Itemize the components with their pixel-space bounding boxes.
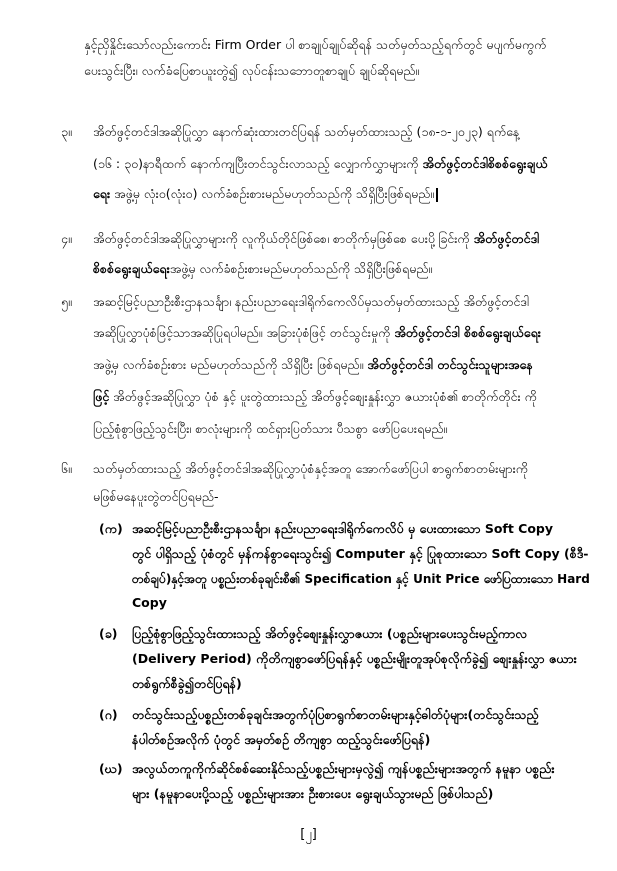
sub-item-kha-line-1: ပြည့်စုံစွာဖြည့်သွင်းထားသည့် အိတ်ဖွင့်စျေးနှုန်းလွှာဇယား (ပစ္စည်းများပေးသွင်းမည့်ကာလ <box>132 626 527 641</box>
item-5-line-2: အဆိုပြုလွှာပုံစံဖြင့်သာအဆိုပြုရပါမည်။ အခြားပုံစံဖြင့် တင်သွင်းမှုကို အိတ်ဖွင့်တင်ဒါ စိစစ်ရွေးချယ်ရေး <box>93 325 541 340</box>
sub-item-gha-label: (ဃ) <box>99 761 123 776</box>
sub-item-ka-line-1: အဆင့်မြင့်ပညာဦးစီးဌာနသင်္ချာ၊ နည်းပညာရေးဒါရိုက်ကေလိပ် မှ ပေးထားသော Soft Copy <box>132 521 554 536</box>
item-4-number: ၄။ <box>61 231 72 246</box>
sub-item-ka-label: (က) <box>99 521 123 536</box>
item-6-line-2: မဖြစ်မနေပူးတွဲတင်ပြရမည်- <box>93 489 219 504</box>
sub-item-ga-line-1: တင်သွင်းသည့်ပစ္စည်းတစ်ခုချင်းအတွက်ပုံပြစာရွက်စာတမ်းများနှင့်ဓါတ်ပုံများ(တင်သွင်းသည့် <box>132 707 539 722</box>
sub-item-ga-line-2: နံပါတ်စဉ်အလိုက် ပုံတွင် အမှတ်စဉ် တိကျစွာ ထည့်သွင်းဖော်ပြရန်) <box>132 732 431 747</box>
item-3-line-1: အိတ်ဖွင့်တင်ဒါအဆိုပြုလွှာ နောက်ဆုံးထားတင်ပြရန် သတ်မှတ်ထားသည့် (၁၈-၁-၂၀၂၃) ရက်နေ့ <box>93 124 520 139</box>
text-cursor <box>436 188 438 202</box>
sub-item-gha-line-1: အလွယ်တကူကိုက်ဆိုင်စစ်ဆေးနိုင်သည့်ပစ္စည်းများမှလွဲ၍ ကျန်ပစ္စည်းများအတွက် နမူနာ ပစ္စည်း <box>132 761 555 776</box>
sub-item-ka-line-3: တစ်ချပ်)နှင့်အတူ ပစ္စည်းတစ်ခုချင်းစီ၏ Specification နှင့် Unit Price ဖော်ပြထားသော Hard <box>132 572 590 586</box>
item-5-line-1: အဆင့်မြင့်ပညာဦးစီးဌာနသင်္ချာ၊ နည်းပညာရေးဒါရိုက်ကေလိပ်မှသတ်မှတ်ထားသည့် အိတ်ဖွင့်တင်ဒါ <box>93 294 529 309</box>
sub-item-kha-label: (ခ) <box>99 626 118 641</box>
intro-line-2: ပေးသွင်းပြီး၊ လက်ခံပြေစာယူးတွဲ၍ လုပ်ငန်းသဘောတူစာချုပ် ချုပ်ဆိုရမည်။ <box>84 63 420 78</box>
item-5-line-3: အဖွဲ့မှ လက်ခံစဉ်းစား မည်မဟုတ်သည်ကို သိရှိပြီး ဖြစ်ရမည်။ အိတ်ဖွင့်တင်ဒါ တင်သွင်းသူများအနေ <box>93 357 533 372</box>
sub-item-kha-line-3: တစ်ရွက်စီခွဲ၍တင်ပြရန်) <box>132 676 242 691</box>
sub-item-ka-line-2: တွင် ပါရှိသည့် ပုံစံတွင် မှန်ကန်စွာရေးသွင်း၍ Computer နှင့် ပြုစုထားသော Soft Copy (စီဒီ- <box>132 546 589 561</box>
item-3-line-2: (၁၆ : ၃၀)နာရီထက် နောက်ကျပြီးတင်သွင်းလာသည့် လျှောက်လွှာများကို အိတ်ဖွင့်တင်ဒါစိစစ်ရွေးချယ် <box>93 156 548 171</box>
sub-item-gha-line-2: များ (နမူနာပေးပို့သည့် ပစ္စည်းများအား ဦးစားပေး ရွေးချယ်သွားမည် ဖြစ်ပါသည်) <box>132 786 494 801</box>
item-3-line-3: ရေး အဖွဲ့မှ လုံး၀(လုံး၀) လက်ခံစဉ်းစားမည်မဟုတ်သည်ကို သိရှိပြီးဖြစ်ရမည်။ <box>93 185 438 203</box>
item-5-number: ၅။ <box>61 294 72 309</box>
sub-item-kha-line-2: (Delivery Period) ကိုတိကျစွာဖော်ပြရန်နှင့် ပစ္စည်းမျိုးတူအုပ်စုလိုက်ခွဲ၍ စျေးနှုန်းလွှာ ဇယား <box>132 651 577 666</box>
sub-item-ga-label: (ဂ) <box>99 707 118 722</box>
item-5-line-5: ပြည့်စုံစွာဖြည့်သွင်းပြီး၊ စာလုံးများကို ထင်ရှားပြတ်သား ပီသစွာ ဖော်ပြပေးရမည်။ <box>93 421 448 436</box>
item-4-line-1: အိတ်ဖွင့်တင်ဒါအဆိုပြုလွှာများကို လူကိုယ်တိုင်ဖြစ်စေ၊ စာတိုက်မှဖြစ်စေ ပေးပို့ခြင်းကို အိတ်ဖွင့်တင်ဒါ <box>93 231 540 246</box>
item-3-number: ၃။ <box>61 124 72 139</box>
sub-item-ka-line-4: Copy <box>132 595 167 610</box>
item-6-line-1: သတ်မှတ်ထားသည့် အိတ်ဖွင့်တင်ဒါအဆိုပြုလွှာပုံစံနှင့်အတူ အောက်ဖော်ပြပါ စာရွက်စာတမ်းများကို <box>93 461 529 476</box>
item-5-line-4: ဖြင့် အိတ်ဖွင့်အဆိုပြုလွှာ ပုံစံ နှင့် ပူးတွဲထားသည့် အိတ်ဖွင့်စျေးနှုန်းလွှာ ဇယားပုံစံ၏ စာတိုက်တိုင်း ကို <box>93 389 537 404</box>
item-4-line-2: စိစစ်ရွေးချယ်ရေးအဖွဲ့မှ လက်ခံစဉ်းစားမည်မဟုတ်သည်ကို သိရှိပြီးဖြစ်ရမည်။ <box>93 261 433 276</box>
intro-line-1: နှင့်ညှိနှိုင်းသော်လည်းကောင်း Firm Order ပါ စာချုပ်ချုပ်ဆိုရန် သတ်မှတ်သည့်ရက်တွင် မပျက်မကွက် <box>84 37 547 52</box>
page-number: [၂] <box>300 827 317 842</box>
item-6-number: ၆။ <box>61 461 72 476</box>
